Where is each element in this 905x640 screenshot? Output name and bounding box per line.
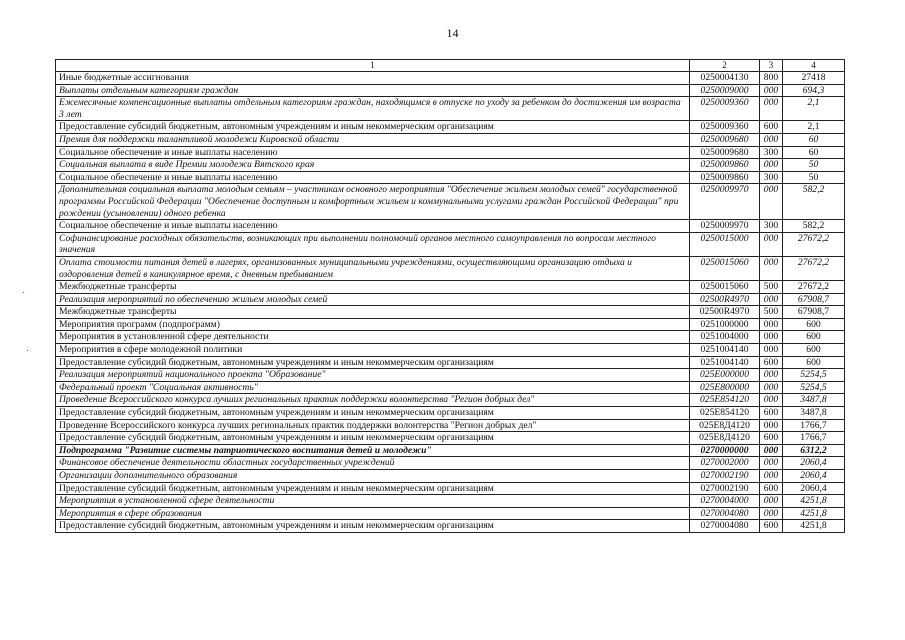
margin-dot: · (26, 346, 30, 357)
row-amount: 2,1 (783, 97, 845, 121)
row-amount: 4251,8 (783, 507, 845, 520)
table-row (56, 232, 845, 256)
margin-dot: · (22, 288, 26, 299)
row-description: Предоставление субсидий бюджетным, автономным учреждениям и иным некоммерческим организациям (56, 407, 690, 420)
budget-table-body (56, 60, 845, 533)
row-amount: 60 (783, 133, 845, 146)
row-amount: 5254,5 (783, 369, 845, 382)
row-amount: 2060,4 (783, 482, 845, 495)
row-expense-type: 000 (760, 470, 783, 483)
row-target-code: 0250009360 (690, 121, 760, 134)
row-description: Предоставление субсидий бюджетным, автономным учреждениям и иным некоммерческим организациям (56, 482, 690, 495)
row-amount: 27672,2 (783, 256, 845, 280)
row-description: Социальное обеспечение и иные выплаты населению (56, 220, 690, 233)
row-description: Предоставление субсидий бюджетным, автономным учреждениям и иным некоммерческим организациям (56, 356, 690, 369)
table-row (56, 293, 845, 306)
table-row (56, 457, 845, 470)
row-target-code: 025E854120 (690, 407, 760, 420)
row-description: Оплата стоимости питания детей в лагерях, организованных муниципальными учреждениями, осуществляющими организацию отдыха и оздоровления детей в каникулярное время, с дневным пребыванием (56, 256, 690, 280)
row-amount: 4251,8 (783, 495, 845, 508)
row-target-code: 0250009970 (690, 220, 760, 233)
row-target-code: 025E000000 (690, 369, 760, 382)
row-description: Выплаты отдельным категориям граждан (56, 84, 690, 97)
table-row (56, 72, 845, 85)
row-amount: 1766,7 (783, 419, 845, 432)
row-expense-type: 600 (760, 520, 783, 533)
row-expense-type: 000 (760, 133, 783, 146)
row-description: Иные бюджетные ассигнования (56, 72, 690, 85)
row-amount: 27672,2 (783, 281, 845, 294)
table-row (56, 318, 845, 331)
table-row (56, 331, 845, 344)
row-target-code: 0270002190 (690, 470, 760, 483)
row-description: Организации дополнительного образования (56, 470, 690, 483)
column-number-3: 3 (760, 60, 783, 72)
row-target-code: 0270004080 (690, 507, 760, 520)
row-description: Мероприятия в сфере молодежной политики (56, 344, 690, 357)
row-target-code: 02500R4970 (690, 306, 760, 319)
row-description: Дополнительная социальная выплата молодым семьям – участникам основного мероприятия "Обеспечение жильем молодых семей" государственной программы Российской Федерации "Обеспечение доступным и комфортным жильем и коммунальными услугами граждан Российской Федерации" при рождении (усыновлении) одного ребенка (56, 184, 690, 220)
row-description: Реализация мероприятий национального проекта "Образование" (56, 369, 690, 382)
row-expense-type: 000 (760, 444, 783, 457)
row-target-code: 0251000000 (690, 318, 760, 331)
row-expense-type: 000 (760, 293, 783, 306)
table-row (56, 184, 845, 220)
row-description: Премия для поддержки талантливой молодежи Кировской области (56, 133, 690, 146)
row-amount: 6312,2 (783, 444, 845, 457)
row-target-code: 0250009860 (690, 171, 760, 184)
row-description: Социальная выплата в виде Премии молодежи Вятского края (56, 159, 690, 172)
row-description: Ежемесячные компенсационные выплаты отдельным категориям граждан, находящимся в отпуске по уходу за ребенком до достижения им возраста 3 лет (56, 97, 690, 121)
row-expense-type: 000 (760, 84, 783, 97)
table-row (56, 444, 845, 457)
row-description: Мероприятия программ (подпрограмм) (56, 318, 690, 331)
row-description: Социальное обеспечение и иные выплаты населению (56, 171, 690, 184)
row-target-code: 0250009970 (690, 184, 760, 220)
table-row (56, 256, 845, 280)
row-target-code: 0250009360 (690, 97, 760, 121)
row-expense-type: 300 (760, 171, 783, 184)
table-row (56, 171, 845, 184)
table-row (56, 407, 845, 420)
row-description: Межбюджетные трансферты (56, 281, 690, 294)
row-description: Федеральный проект "Социальная активность" (56, 381, 690, 394)
table-row (56, 369, 845, 382)
row-description: Мероприятия в установленной сфере деятельности (56, 331, 690, 344)
row-description: Межбюджетные трансферты (56, 306, 690, 319)
row-description: Проведение Всероссийского конкурса лучших региональных практик поддержки волонтерства "Регион добрых дел" (56, 394, 690, 407)
row-amount: 2,1 (783, 121, 845, 134)
table-row (56, 220, 845, 233)
table-row (56, 306, 845, 319)
row-target-code: 0250015060 (690, 256, 760, 280)
row-description: Социальное обеспечение и иные выплаты населению (56, 146, 690, 159)
row-expense-type: 000 (760, 457, 783, 470)
row-description: Финансовое обеспечение деятельности областных государственных учреждений (56, 457, 690, 470)
row-expense-type: 600 (760, 356, 783, 369)
row-amount: 67908,7 (783, 293, 845, 306)
row-target-code: 0250015000 (690, 232, 760, 256)
row-amount: 50 (783, 171, 845, 184)
table-row (56, 520, 845, 533)
row-amount: 2060,4 (783, 457, 845, 470)
row-amount: 600 (783, 318, 845, 331)
table-row (56, 344, 845, 357)
row-expense-type: 000 (760, 344, 783, 357)
row-amount: 67908,7 (783, 306, 845, 319)
row-amount: 2060,4 (783, 470, 845, 483)
table-row (56, 97, 845, 121)
row-amount: 3487,8 (783, 394, 845, 407)
row-target-code: 0250004130 (690, 72, 760, 85)
row-description: Софинансирование расходных обязательств, возникающих при выполнении полномочий органов местного самоуправления по вопросам местного значения (56, 232, 690, 256)
row-description: Проведение Всероссийского конкурса лучших региональных практик поддержки волонтерства "Регион добрых дел" (56, 419, 690, 432)
row-target-code: 025E800000 (690, 381, 760, 394)
table-row (56, 84, 845, 97)
row-expense-type: 000 (760, 318, 783, 331)
row-expense-type: 600 (760, 432, 783, 445)
row-description: Предоставление субсидий бюджетным, автономным учреждениям и иным некоммерческим организациям (56, 520, 690, 533)
row-expense-type: 000 (760, 381, 783, 394)
row-amount: 600 (783, 344, 845, 357)
row-amount: 1766,7 (783, 432, 845, 445)
row-expense-type: 000 (760, 419, 783, 432)
row-expense-type: 000 (760, 184, 783, 220)
row-expense-type: 000 (760, 394, 783, 407)
row-expense-type: 000 (760, 256, 783, 280)
table-header-row (56, 60, 845, 72)
row-expense-type: 000 (760, 97, 783, 121)
column-number-4: 4 (783, 60, 845, 72)
row-expense-type: 600 (760, 482, 783, 495)
row-description: Мероприятия в установленной сфере деятельности (56, 495, 690, 508)
row-amount: 582,2 (783, 220, 845, 233)
row-target-code: 0270004080 (690, 520, 760, 533)
table-row (56, 507, 845, 520)
row-target-code: 0251004000 (690, 331, 760, 344)
row-target-code: 025E8Д4120 (690, 432, 760, 445)
row-target-code: 0250009680 (690, 146, 760, 159)
row-description: Подпрограмма "Развитие системы патриотического воспитания детей и молодежи" (56, 444, 690, 457)
table-row (56, 133, 845, 146)
row-target-code: 0250009680 (690, 133, 760, 146)
row-target-code: 0250015060 (690, 281, 760, 294)
table-row (56, 381, 845, 394)
row-amount: 694,3 (783, 84, 845, 97)
column-number-1: 1 (56, 60, 690, 72)
row-expense-type: 500 (760, 281, 783, 294)
table-row (56, 394, 845, 407)
row-description: Предоставление субсидий бюджетным, автономным учреждениям и иным некоммерческим организациям (56, 432, 690, 445)
page-number: 14 (446, 26, 459, 40)
row-target-code: 0251004140 (690, 356, 760, 369)
row-expense-type: 300 (760, 146, 783, 159)
row-amount: 5254,5 (783, 381, 845, 394)
table-row (56, 482, 845, 495)
table-row (56, 419, 845, 432)
row-target-code: 0270002190 (690, 482, 760, 495)
table-row (56, 470, 845, 483)
row-expense-type: 000 (760, 507, 783, 520)
table-row (56, 121, 845, 134)
row-amount: 3487,8 (783, 407, 845, 420)
row-amount: 600 (783, 331, 845, 344)
row-amount: 60 (783, 146, 845, 159)
row-amount: 27418 (783, 72, 845, 85)
row-expense-type: 000 (760, 159, 783, 172)
row-expense-type: 300 (760, 220, 783, 233)
table-row (56, 281, 845, 294)
table-row (56, 432, 845, 445)
row-expense-type: 600 (760, 407, 783, 420)
row-expense-type: 500 (760, 306, 783, 319)
column-number-2: 2 (690, 60, 760, 72)
row-target-code: 0250009000 (690, 84, 760, 97)
row-target-code: 0250009860 (690, 159, 760, 172)
row-target-code: 0251004140 (690, 344, 760, 357)
row-amount: 50 (783, 159, 845, 172)
row-expense-type: 000 (760, 495, 783, 508)
row-target-code: 025E8Д4120 (690, 419, 760, 432)
budget-table (55, 59, 845, 533)
row-target-code: 02500R4970 (690, 293, 760, 306)
table-row (56, 495, 845, 508)
row-target-code: 0270002000 (690, 457, 760, 470)
row-description: Предоставление субсидий бюджетным, автономным учреждениям и иным некоммерческим организациям (56, 121, 690, 134)
table-row (56, 146, 845, 159)
row-target-code: 0270000000 (690, 444, 760, 457)
row-target-code: 025E854120 (690, 394, 760, 407)
row-target-code: 0270004000 (690, 495, 760, 508)
row-expense-type: 800 (760, 72, 783, 85)
row-amount: 600 (783, 356, 845, 369)
row-amount: 4251,8 (783, 520, 845, 533)
row-expense-type: 000 (760, 369, 783, 382)
row-amount: 582,2 (783, 184, 845, 220)
row-expense-type: 000 (760, 232, 783, 256)
row-expense-type: 600 (760, 121, 783, 134)
table-row (56, 159, 845, 172)
table-row (56, 356, 845, 369)
row-description: Реализация мероприятий по обеспечению жильем молодых семей (56, 293, 690, 306)
row-amount: 27672,2 (783, 232, 845, 256)
row-expense-type: 000 (760, 331, 783, 344)
row-description: Мероприятия в сфере образования (56, 507, 690, 520)
